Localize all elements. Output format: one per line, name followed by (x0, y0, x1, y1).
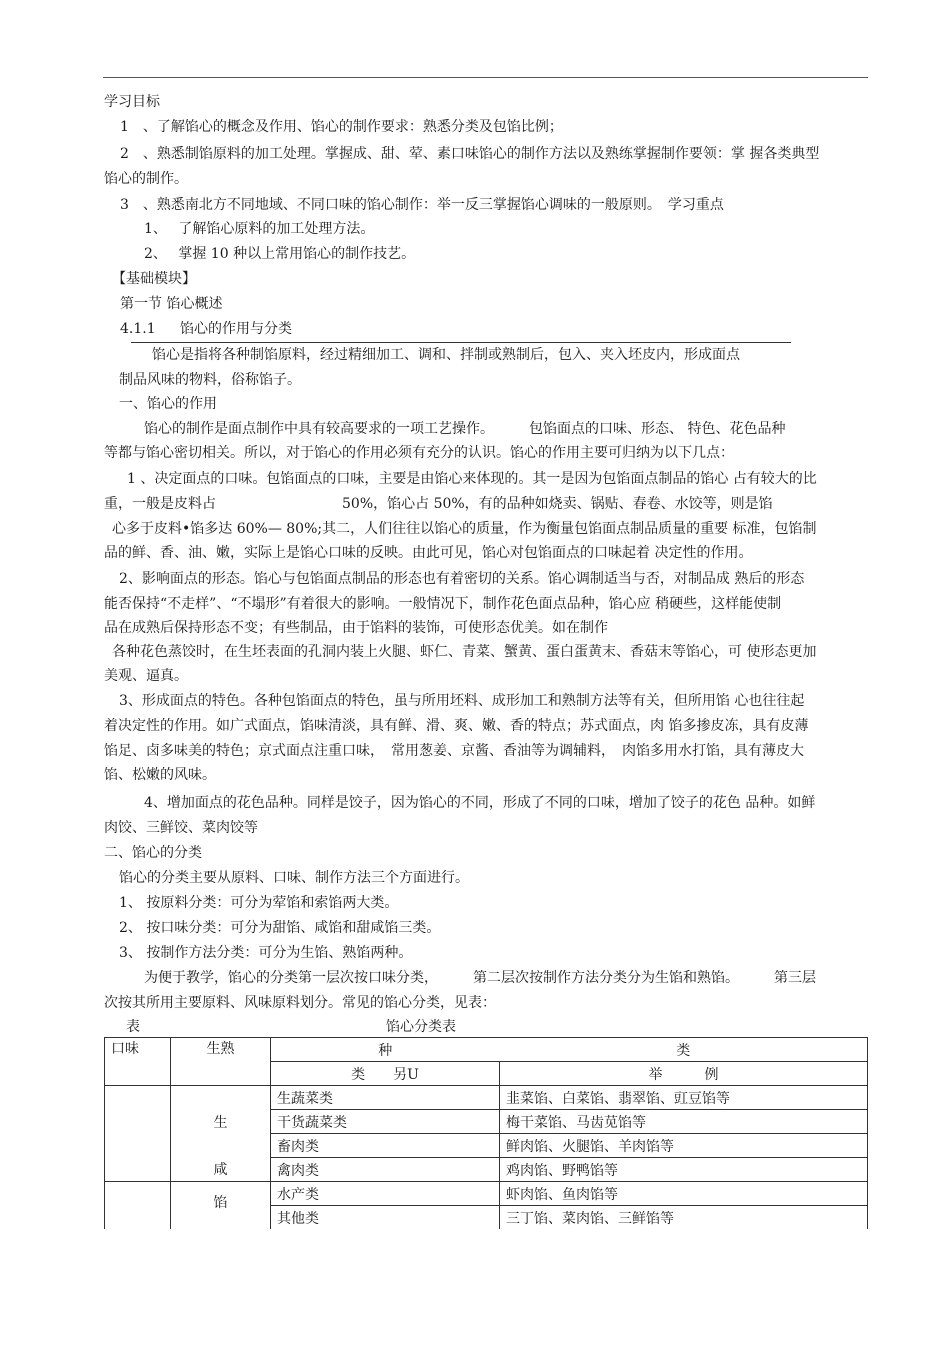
classification-1: 1、 按原料分类：可分为荤馅和索馅两大类。 (119, 895, 399, 911)
role-4-line-2: 肉饺、三鲜饺、菜肉饺等 (104, 820, 258, 836)
role-intro-line-2: 等都与馅心密切相关。所以，对于馅心的作用必须有充分的认识。馅心的作用主要可归纳为以下几点： (104, 445, 734, 461)
role-2-line-3: 品在成熟后保持形态不变；有些制品，由于馅料的装饰，可使形态优美。如在制作 (104, 620, 608, 636)
classification-intro: 馅心的分类主要从原料、口味、制作方法三个方面进行。 (119, 870, 469, 886)
category-cell: 禽肉类 (271, 1158, 500, 1182)
goal-2-line-2: 馅心的制作。 (104, 171, 188, 187)
definition-rule (131, 342, 791, 343)
section-heading: 第一节 馅心概述 (120, 296, 223, 312)
role-2-line-1: 2、影响面点的形态。馅心与包馅面点制品的形态也有着密切的关系。馅心调制适当与否，对制品成 熟后的形态 (119, 571, 805, 587)
taste-cell (105, 1086, 171, 1182)
module-heading: 【基础模块】 (112, 271, 196, 287)
role-4-line-1: 4、增加面点的花色品种。同样是饺子，因为馅心的不同，形成了不同的口味，增加了饺子的花色 品种。如鲜 (144, 795, 816, 811)
cook-cell-xian: 咸 (171, 1158, 271, 1182)
role-1-line-3: 心多于皮料•馅多达 60%— 80%;其二，人们往往以馅心的质量，作为衡量包馅面点制品质量的重要 标准，包馅制 (112, 521, 817, 537)
classification-3: 3、 按制作方法分类：可分为生馅、熟馅两种。 (119, 945, 413, 961)
header-taste: 口味 (105, 1038, 171, 1086)
category-cell: 生蔬菜类 (271, 1086, 500, 1110)
table-row (105, 1086, 868, 1110)
table-header-row (105, 1038, 868, 1062)
role-1-line-4: 品的鲜、香、油、嫩，实际上是馅心口味的反映。由此可见，馅心对包馅面点的口味起着 决定性的作用。 (104, 545, 753, 561)
example-cell: 鲜肉馅、火腿馅、羊肉馅等 (500, 1134, 868, 1158)
taste-cell (105, 1182, 171, 1230)
goal-2-line-1: 2 、熟悉制馅原料的加工处理。掌握成、甜、荤、素口味馅心的制作方法以及熟练掌握制作要领：掌 握各类典型 (120, 146, 820, 162)
cook-cell-sheng: 生 (171, 1110, 271, 1134)
definition-line-2: 制品风味的物料，俗称馅子。 (119, 372, 301, 388)
goal-3: 3 、熟悉南北方不同地域、不同口味的馅心制作：举一反三掌握馅心调味的一般原则。 学习重点 (120, 197, 724, 213)
table-label: 表 (126, 1019, 140, 1035)
subsection-number: 4.1.1 (120, 321, 156, 337)
header-kind-b: 类 (500, 1038, 868, 1062)
key-point-1: 1、 了解馅心原料的加工处理方法。 (144, 221, 375, 237)
header-example: 举 例 (500, 1062, 868, 1086)
definition-line-1: 馅心是指将各种制馅原料，经过精细加工、调和、拌制或熟制后，包入、夹入坯皮内，形成面点 (152, 347, 740, 363)
table-row (105, 1182, 868, 1206)
cook-cell-xian2: 馅 (171, 1182, 271, 1230)
example-cell: 鸡肉馅、野鸭馅等 (500, 1158, 868, 1182)
table-row (105, 1158, 868, 1182)
example-cell: 虾肉馅、鱼肉馅等 (500, 1182, 868, 1206)
filling-classification-table (104, 1037, 868, 1229)
classification-note-line-2: 次按其所用主要原料、风味原料划分。常见的馅心分类，见表： (104, 995, 496, 1011)
category-cell: 干货蔬菜类 (271, 1110, 500, 1134)
role-2-line-2: 能否保持“不走样”、“不塌形”有着很大的影响。一般情况下，制作花色面点品种，馅心应 稍硬些，这样能使制 (104, 596, 782, 612)
category-cell: 畜肉类 (271, 1134, 500, 1158)
example-cell: 三丁馅、菜肉馅、三鲜馅等 (500, 1206, 868, 1230)
category-cell: 水产类 (271, 1182, 500, 1206)
learning-goals-heading: 学习目标 (104, 94, 160, 110)
role-2-line-4: 各种花色蒸饺时，在生坯表面的孔洞内装上火腿、虾仁、青菜、蟹黄、蛋白蛋黄末、香菇末等馅心，可 使形态更加 (112, 644, 817, 660)
table-title: 馅心分类表 (386, 1019, 456, 1035)
header-cook: 生熟 (171, 1038, 271, 1086)
table-row (105, 1110, 868, 1134)
role-2-line-5: 美观、逼真。 (104, 668, 188, 684)
cook-cell-blank (171, 1086, 271, 1110)
header-category: 类 另U (271, 1062, 500, 1086)
header-rule (103, 77, 868, 78)
example-cell: 韭菜馅、白菜馅、翡翠馅、豇豆馅等 (500, 1086, 868, 1110)
role-3-line-4: 馅、松嫩的风味。 (104, 767, 216, 783)
role-1-line-1: 1 、决定面点的口味。包馅面点的口味，主要是由馅心来体现的。其一是因为包馅面点制品的馅心 占有较大的比 (127, 471, 817, 487)
example-cell: 梅干菜馅、马齿苋馅等 (500, 1110, 868, 1134)
cook-cell-blank (171, 1134, 271, 1158)
classification-2: 2、 按口味分类：可分为甜馅、咸馅和甜咸馅三类。 (119, 920, 441, 936)
table-row (105, 1134, 868, 1158)
role-3-line-2: 着决定性的作用。如广式面点，馅味清淡，具有鲜、滑、爽、嫩、香的特点；苏式面点，肉 馅多掺皮冻，具有皮薄 (104, 718, 809, 734)
category-cell: 其他类 (271, 1206, 500, 1230)
classification-heading: 二、馅心的分类 (104, 845, 202, 861)
role-heading: 一、馅心的作用 (119, 396, 217, 412)
key-point-2: 2、 掌握 10 种以上常用馅心的制作技艺。 (144, 246, 416, 262)
classification-note-line-1: 为便于教学，馅心的分类第一层次按口味分类， 第二层次按制作方法分类分为生馅和熟馅。 第三层 (144, 970, 816, 986)
role-1-line-2: 重，一般是皮料占 50%，馅心占 50%，有的品种如烧卖、锅贴、春卷、水饺等，则是馅 (104, 496, 773, 512)
header-kind-a: 种 (271, 1038, 500, 1062)
role-3-line-3: 馅足、卤多味美的特色；京式面点注重口味， 常用葱姜、京酱、香油等为调辅料， 肉馅多用水打馅，具有薄皮大 (104, 743, 804, 759)
role-intro-line-1: 馅心的制作是面点制作中具有较高要求的一项工艺操作。 包馅面点的口味、形态、 特色、花色品种 (144, 421, 786, 437)
goal-1: 1 、了解馅心的概念及作用、馅心的制作要求：熟悉分类及包馅比例； (120, 119, 563, 135)
subsection-title: 馅心的作用与分类 (180, 321, 292, 337)
role-3-line-1: 3、形成面点的特色。各种包馅面点的特色，虽与所用坯料、成形加工和熟制方法等有关，但所用馅 心也往往起 (119, 693, 805, 709)
